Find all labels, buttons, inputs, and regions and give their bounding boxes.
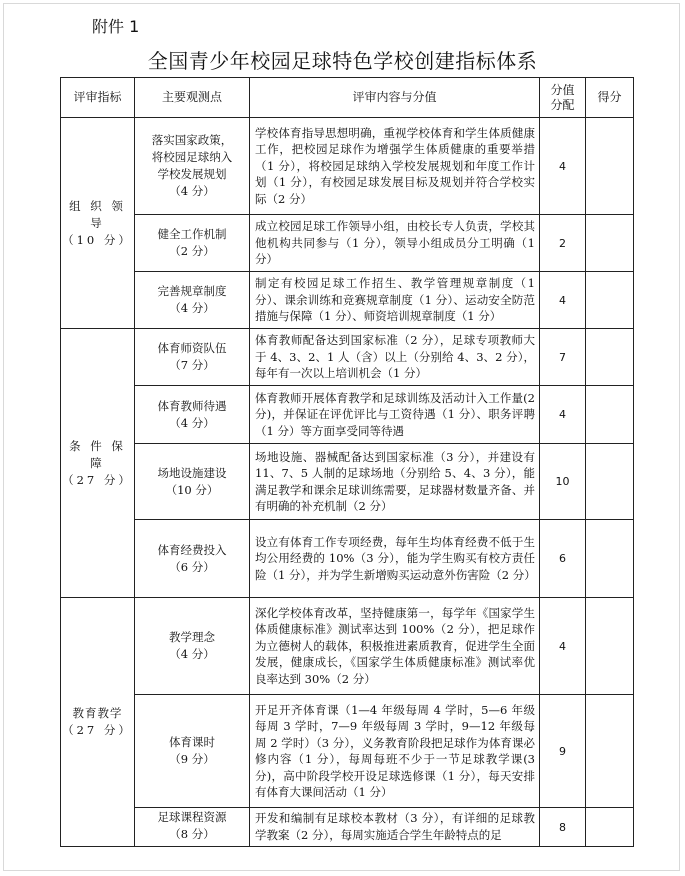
score-cell[interactable] (586, 329, 634, 386)
observation-cell (135, 386, 250, 444)
table-row (61, 695, 634, 808)
value-cell: 6 (540, 520, 586, 598)
content-cell: 开足开齐体育课（1—4 年级每周 4 学时，5—6 年级每周 3 学时，7—9 年级每周 3 学时，9—12 年级每周 2 学时）（3 分），义务教育阶段把足球作为体育课必修内容（1 分），每周每班不少于一节足球教学课(3 分)，高中阶段学校开设足球选修课（1 分），每天安排有体育大课间活动（1 分） (250, 695, 540, 808)
score-cell[interactable] (586, 808, 634, 847)
document-title: 全国青少年校园足球特色学校创建指标体系 (147, 49, 538, 73)
content-cell (250, 808, 540, 847)
column-header-indicator: 评审指标 (61, 78, 135, 118)
observation-line: 体育教师待遇 (157, 398, 227, 413)
value-cell: 4 (540, 272, 586, 329)
score-cell[interactable] (586, 520, 634, 598)
content-cell: 体育教师开展体育教学和足球训练及活动计入工作量(2 分)，并保证在评优评比与工资待遇（1 分）、职务评聘（1 分）等方面享受同等待遇 (250, 386, 540, 444)
table-header-row (61, 78, 634, 118)
category-name: 教育教学 (72, 706, 123, 720)
observation-line: （8 分） (169, 827, 215, 841)
table-row (61, 598, 634, 695)
table-row (61, 272, 634, 329)
content-text: 开发和编制有足球校本教材（3 分），有详细的足球教学教案（2 分），每周实施适合学生年龄特点的足 (255, 811, 535, 842)
value-cell: 4 (540, 386, 586, 444)
observation-line: 足球课程资源 (157, 810, 227, 824)
score-cell[interactable] (586, 444, 634, 520)
observation-line: 学校发展规划 (157, 167, 227, 181)
allocation-header-line2: 分配 (550, 97, 575, 112)
score-cell[interactable] (586, 118, 634, 215)
table-row (61, 329, 634, 386)
score-cell[interactable] (586, 386, 634, 444)
value-cell: 4 (540, 118, 586, 215)
content-cell: 设立有体育工作专项经费，每年生均体育经费不低于生均公用经费的 10%（3 分），能为学生购买有校方责任险（1 分），并为学生新增购买运动意外伤害险（2 分） (250, 520, 540, 598)
category-points: （27 分） (62, 472, 133, 487)
content-cell: 场地设施、器械配备达到国家标准（3 分），并建设有 11、7、5 人制的足球场地（分别给 5、4、3 分），能满足教学和课余足球训练需要，足球器材数量齐备、并有明确的补充机制（2 分） (250, 444, 540, 520)
score-cell[interactable] (586, 272, 634, 329)
observation-line: （2 分） (169, 244, 215, 258)
observation-line: （4 分） (169, 415, 215, 430)
observation-line: （10 分） (165, 482, 219, 497)
observation-cell (135, 444, 250, 520)
score-cell[interactable] (586, 215, 634, 272)
observation-line: 体育师资队伍 (157, 341, 227, 355)
observation-cell (135, 808, 250, 847)
value-cell: 4 (540, 598, 586, 695)
value-cell: 10 (540, 444, 586, 520)
content-cell: 体育教师配备达到国家标准（2 分），足球专项教师大于 4、3、2、1 人（含）以上（分别给 4、3、2 分），每年有一次以上培训机会（1 分） (250, 329, 540, 386)
score-cell[interactable] (586, 598, 634, 695)
content-cell: 成立校园足球工作领导小组，由校长专人负责，学校其他机构共同参与（1 分），领导小组成员分工明确（1 分） (250, 215, 540, 272)
table-row (61, 386, 634, 444)
content-cell: 制定有校园足球工作招生、教学管理规章制度（1 分）、课余训练和竞赛规章制度（1 分）、运动安全防范措施与保障（1 分）、师资培训规章制度（1 分） (250, 272, 540, 329)
observation-line: （6 分） (169, 559, 215, 574)
category-cell (61, 118, 135, 329)
observation-line: （9 分） (169, 752, 215, 766)
allocation-header-line1: 分值 (550, 82, 575, 97)
category-cell (61, 329, 135, 598)
category-cell (61, 598, 135, 847)
observation-line: 落实国家政策， (151, 133, 233, 147)
observation-line: （4 分） (169, 647, 215, 661)
observation-line: 体育经费投入 (157, 542, 227, 557)
observation-line: 完善规章制度 (157, 284, 227, 298)
observation-line: （4 分） (169, 184, 215, 198)
observation-line: 将校园足球纳入 (151, 150, 233, 164)
observation-line: 场地设施建设 (157, 465, 227, 480)
table-row (61, 215, 634, 272)
column-header-allocation (540, 78, 586, 118)
observation-line: 健全工作机制 (157, 227, 227, 241)
attachment-label: 附件 1 (92, 17, 140, 36)
value-cell: 2 (540, 215, 586, 272)
content-cell: 学校体育指导思想明确，重视学校体育和学生体质健康工作，把校园足球作为增强学生体质健康的重要举措（1 分），将校园足球纳入学校发展规划和年度工作计划（1 分），有校园足球发展目标及规划并符合学校实际（2 分） (250, 118, 540, 215)
observation-line: （7 分） (169, 358, 215, 372)
observation-cell (135, 329, 250, 386)
category-points: （27 分） (62, 723, 133, 737)
value-cell: 8 (540, 808, 586, 847)
table-row (61, 444, 634, 520)
value-cell: 9 (540, 695, 586, 808)
category-name: 组 织 领 导 (69, 198, 126, 230)
observation-cell (135, 215, 250, 272)
column-header-score: 得分 (586, 78, 634, 118)
observation-line: （4 分） (169, 301, 215, 315)
column-header-observation: 主要观测点 (135, 78, 250, 118)
value-cell: 7 (540, 329, 586, 386)
indicator-table (60, 77, 634, 847)
observation-line: 教学理念 (169, 630, 215, 644)
column-header-content: 评审内容与分值 (250, 78, 540, 118)
content-cell: 深化学校体育改革，坚持健康第一，每学年《国家学生体质健康标准》测试率达到 100%（2 分），把足球作为立德树人的载体，积极推进素质教育，促进学生全面发展，健康成长，《国家学生体质健康标准》测试率优良率达到 30%（2 分） (250, 598, 540, 695)
table-row (61, 520, 634, 598)
observation-line: 体育课时 (169, 735, 215, 749)
observation-cell (135, 520, 250, 598)
observation-cell (135, 695, 250, 808)
observation-cell (135, 272, 250, 329)
table-row (61, 118, 634, 215)
category-points: （10 分） (62, 232, 133, 247)
score-cell[interactable] (586, 695, 634, 808)
table-row (61, 808, 634, 847)
observation-cell (135, 118, 250, 215)
category-name: 条 件 保 障 (69, 438, 126, 470)
observation-cell (135, 598, 250, 695)
